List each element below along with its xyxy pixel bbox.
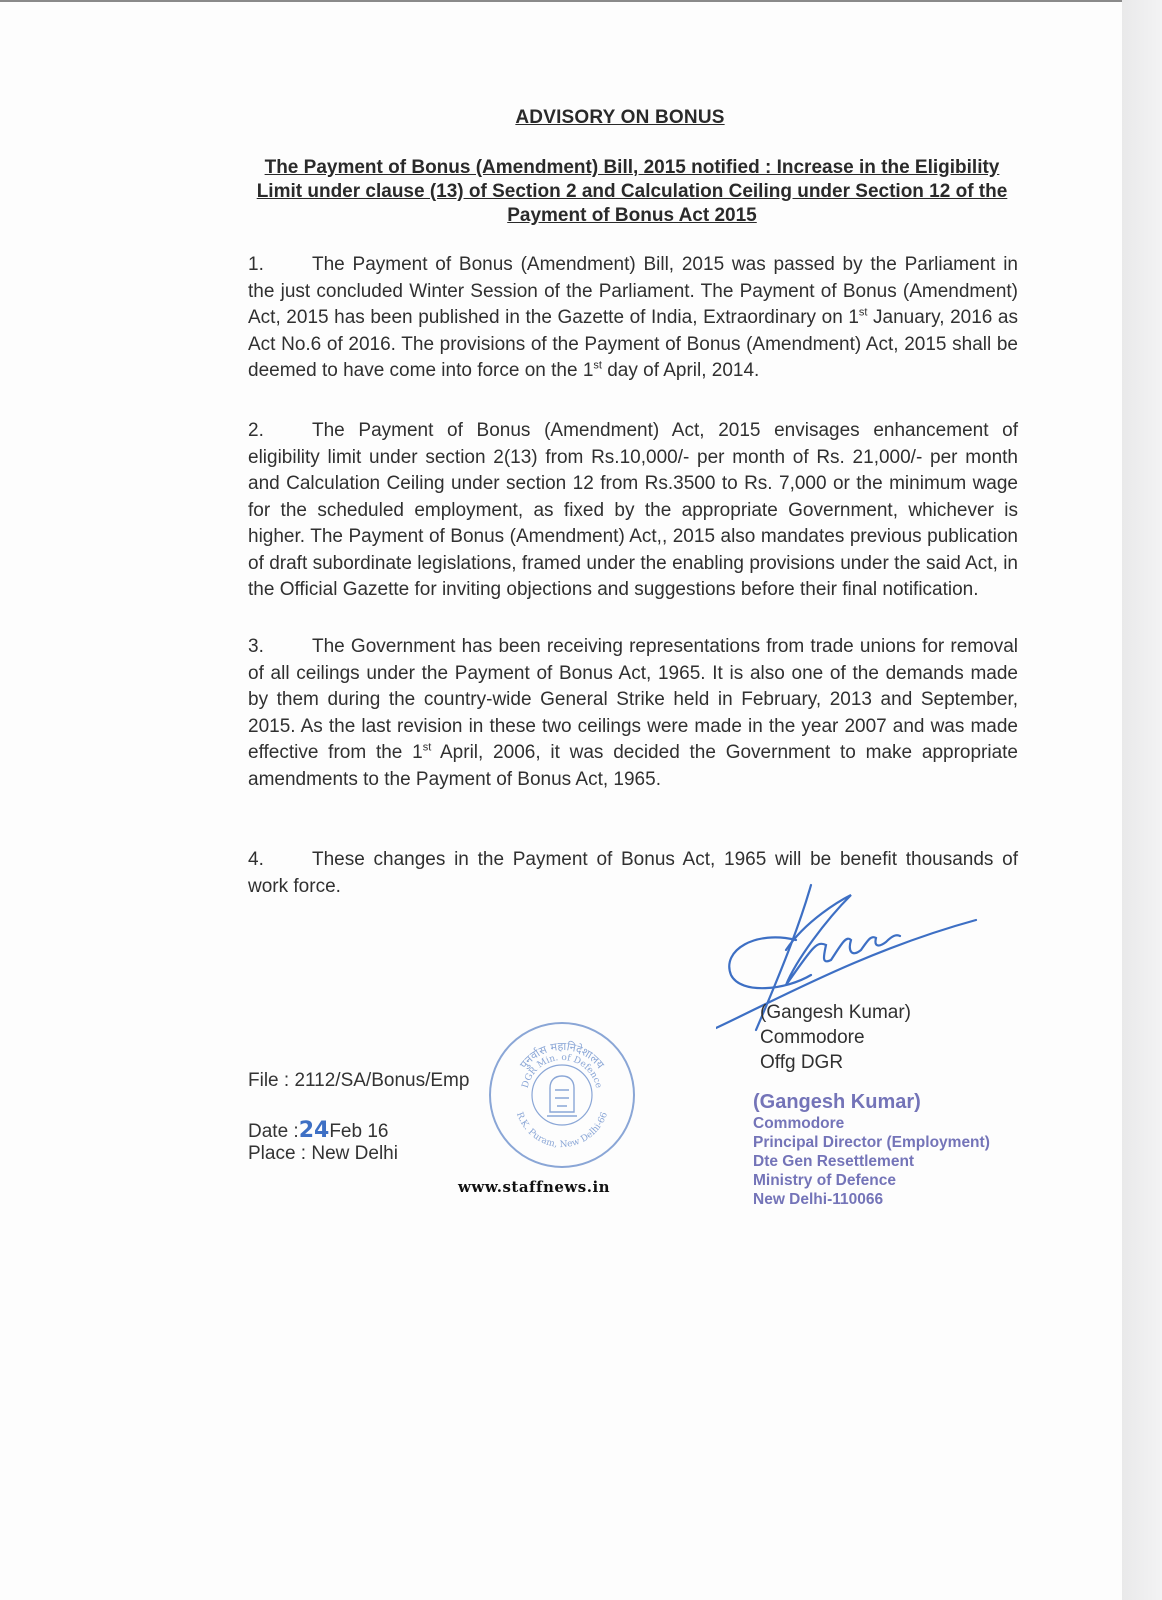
seal-text-english: DGR Min. of Defence [520,1052,604,1090]
stamp-line: Commodore [753,1115,845,1132]
paragraph-text: The Government has been receiving representations from trade unions for removal of all ceilings under the Payment of Bonus Act, 1965. It is also one of the demands made by them during the country-wide General Strike held in February, 2013 and September, 2015. As the last revision in these two ceilings were made in the year 2007 and was made effective from the 1 [248,636,1018,763]
paragraph-number: 4. [248,849,264,870]
designation-stamp [753,1090,990,1209]
ordinal-suffix: st [593,359,602,372]
paragraph-text: April, 2006, it was decided the Government to make appropriate amendments to the Payment of Bonus Act, 1965. [248,742,1019,790]
date-day-handwritten: 24 [298,1118,330,1143]
stamp-name: (Gangesh Kumar) [753,1091,921,1113]
official-seal-icon [487,1020,637,1170]
paragraph-number: 1. [248,254,264,275]
paragraph-text: day of April, 2014. [601,360,760,381]
stamp-line: Ministry of Defence [753,1172,896,1189]
paragraph-text: The Payment of Bonus (Amendment) Act, 2015 envisages enhancement of eligibility limit under section 2(13) from Rs.10,000/- per month of Rs. 21,000/- per month and Calculation Ceiling under section 12 from Rs.3500 to Rs. 7,000 or the minimum wage for the scheduled employment, as fixed by the appropriate Government, whichever is higher. The Payment of Bonus (Amendment) Act,, 2015 also mandates previous publication of draft subordinate legislations, framed under the enabling provisions under the said Act, in the Official Gazette for inviting objections and suggestions before their final notification. [248,420,1018,600]
date-label: Date : [248,1121,299,1142]
document-title: ADVISORY ON BONUS [515,107,725,128]
scan-edge [1122,0,1162,1600]
stamp-line: Principal Director (Employment) [753,1134,990,1151]
date-line [248,1118,388,1143]
paragraph-2 [248,418,1018,604]
paragraph-1 [248,252,1018,385]
signatory-rank: Commodore [760,1027,865,1048]
website-watermark: www.staffnews.in [458,1178,611,1196]
file-reference: File : 2112/SA/Bonus/Emp [248,1070,470,1091]
seal-text-bottom: R.K. Puram, New Delhi-66 [514,1110,610,1151]
paragraph-3 [248,634,1018,793]
paragraph-number: 3. [248,636,264,657]
seal-text-hindi: पुनर्वास महानिदेशालय [517,1039,607,1072]
place-line: Place : New Delhi [248,1143,398,1164]
paragraph-text: These changes in the Payment of Bonus Act, 1965 will be benefit thousands of work force. [248,849,1018,897]
signatory-post: Offg DGR [760,1052,844,1073]
stamp-line: New Delhi-110066 [753,1191,884,1208]
ordinal-suffix: st [422,741,432,754]
signatory-name: (Gangesh Kumar) [760,1002,912,1023]
date-month-year: Feb 16 [329,1121,389,1142]
stamp-line: Dte Gen Resettlement [753,1153,915,1170]
paragraph-text: The Payment of Bonus (Amendment) Bill, 2015 was passed by the Parliament in the just concluded Winter Session of the Parliament. The Payment of Bonus (Amendment) Act, 2015 has been published in the Gazette of India, Extraordinary on 1 [248,254,1018,328]
paragraph-number: 2. [248,420,264,441]
ordinal-suffix: st [858,306,868,319]
paragraph-text: January, 2016 as Act No.6 of 2016. The provisions of the Payment of Bonus (Amendment) Act, 2015 shall be deemed to have come into force on the 1 [248,307,1018,381]
document-subtitle: The Payment of Bonus (Amendment) Bill, 2015 notified : Increase in the Eligibility Limit under clause (13) of Section 2 and Calculation Ceiling under Section 12 of the Payment of Bonus Act 2015 [256,157,1008,226]
emblem-icon [547,1076,577,1116]
